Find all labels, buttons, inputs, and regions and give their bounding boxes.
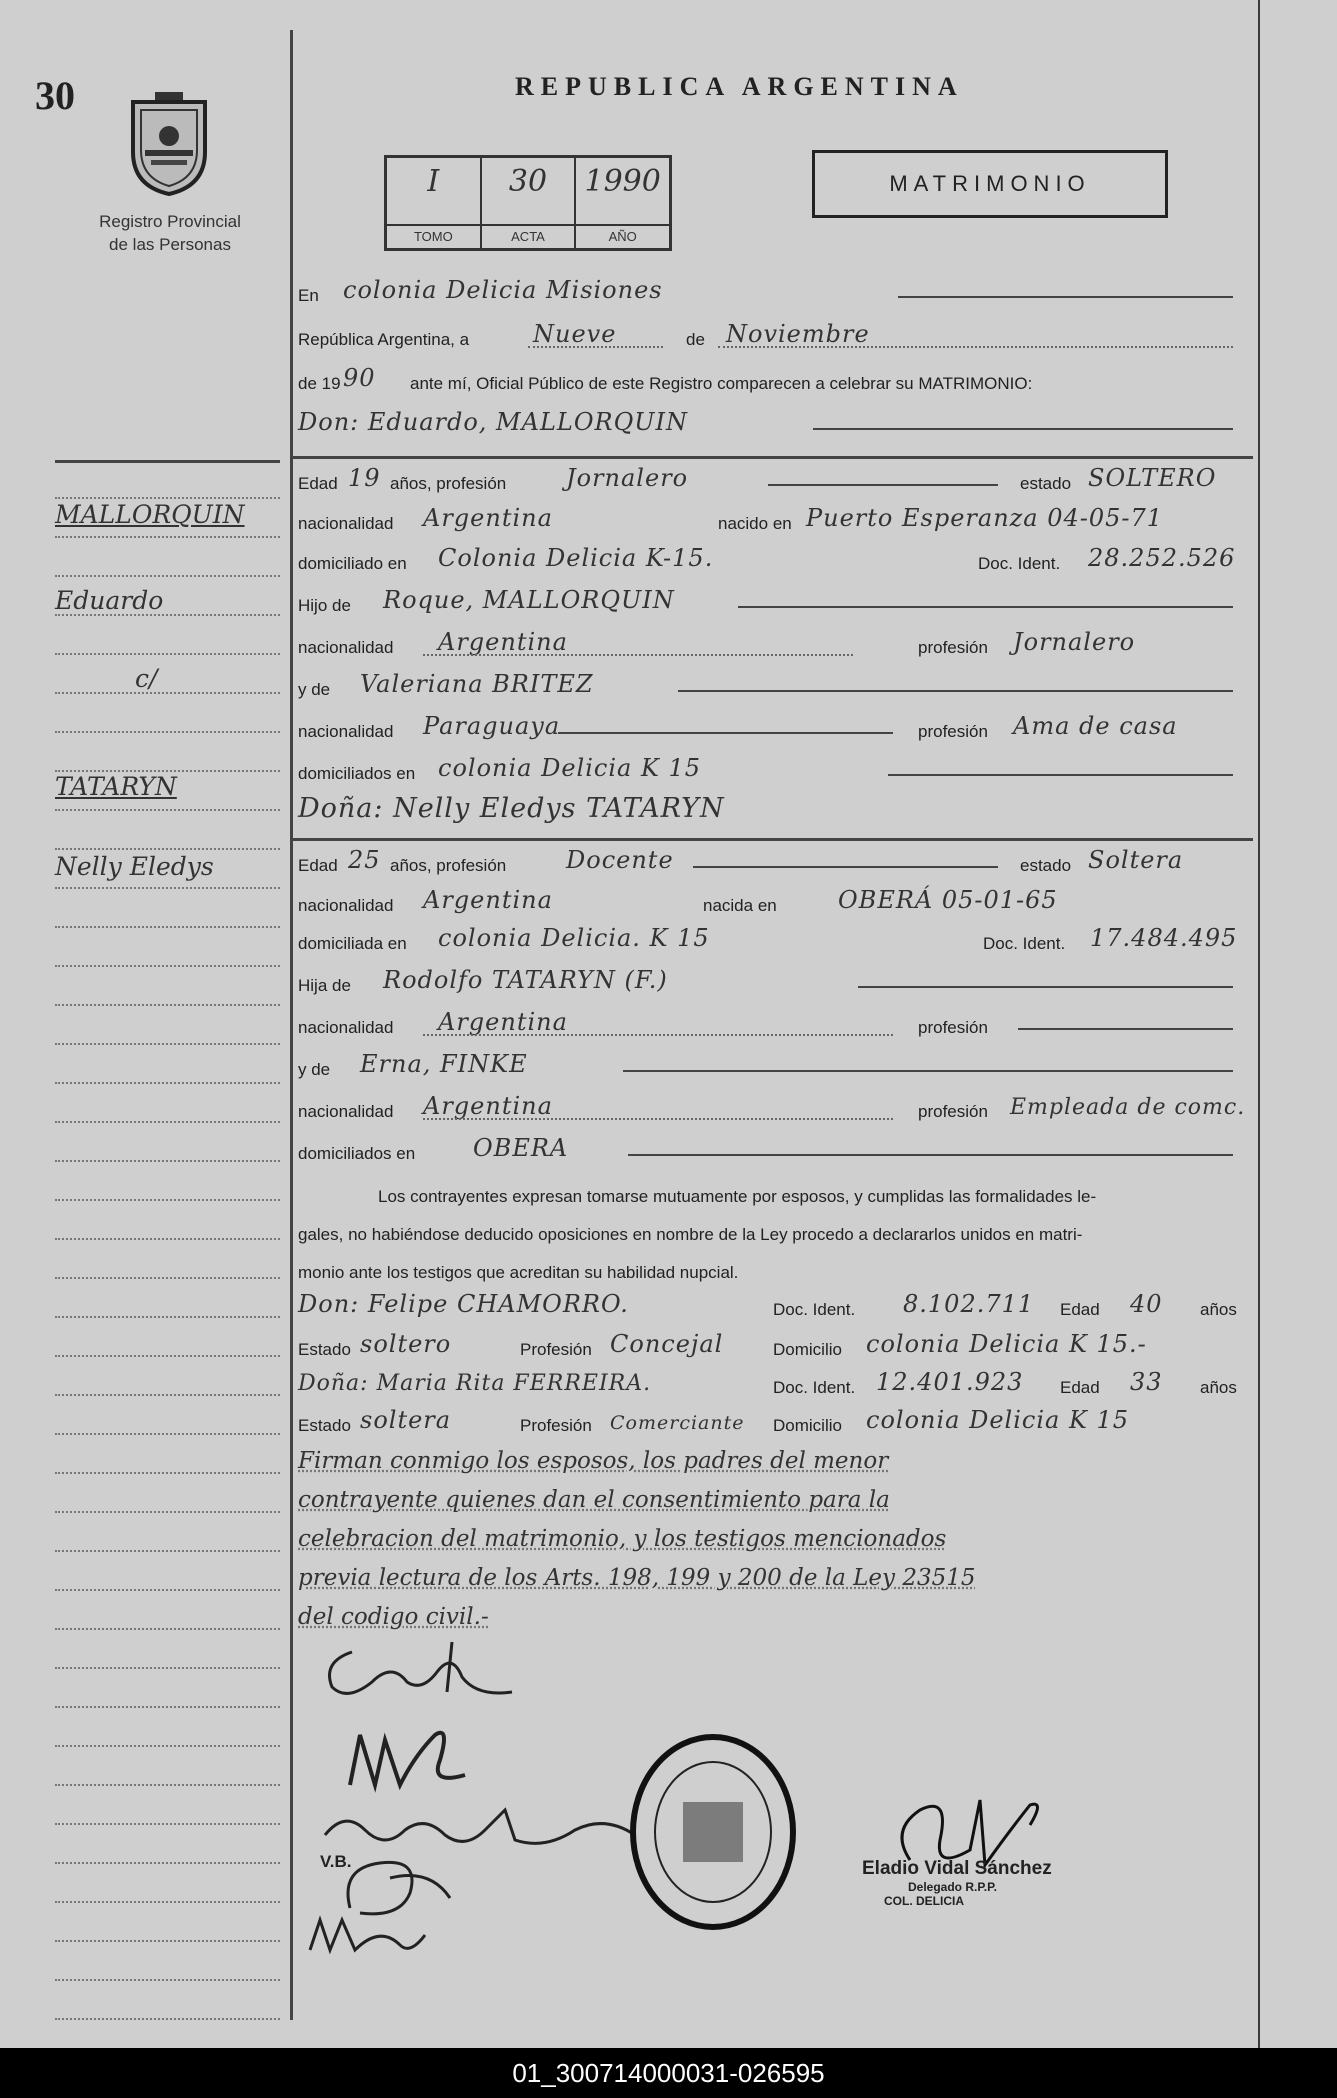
margin-divider (290, 30, 293, 2020)
witness1-details-row: Estado soltero Profesión Concejal Domicilio colonia Delicia K 15.- (298, 1330, 1147, 1359)
bride-address-row: domiciliada en colonia Delicia. K 15 Doc. Ident. 17.484.495 (298, 924, 1238, 953)
groom-parents-address-row: domiciliados en colonia Delicia K 15 (298, 750, 1253, 790)
record-type-box: MATRIMONIO (812, 150, 1168, 218)
tomo-cell: I TOMO (387, 158, 482, 248)
intro-year-row: de 19 90 ante mí, Oficial Público de este Registro comparecen a celebrar su MATRIMONIO: (298, 364, 1033, 393)
record-reference-box (384, 155, 672, 251)
official-role: Delegado R.P.P. (908, 1880, 997, 1894)
margin-connector: c/ (135, 664, 158, 693)
signature-groom-icon (312, 1632, 522, 1712)
bride-nationality-row: nacionalidad Argentina nacida en OBERÁ 05-01-65 (298, 886, 1058, 915)
groom-father-row: Hijo de Roque, MALLORQUIN (298, 582, 1253, 622)
right-border (1258, 0, 1260, 2048)
official-stamp-icon (628, 1732, 798, 1932)
bride-parents-address-row: domiciliados en OBERA (298, 1130, 1253, 1170)
declaration-text: Los contrayentes expresan tomarse mutuamente por esposos, y cumplidas las formalidades le- gales, no habiéndose deducido oposiciones en nombre de la Ley procedo a declararlos unidos en matri- monio ante los testigos que acreditan su habilidad nupcial. (298, 1187, 1097, 1282)
country-title: REPUBLICA ARGENTINA (515, 72, 964, 101)
witness2-details-row: Estado soltera Profesión Comerciante Domicilio colonia Delicia K 15 (298, 1406, 1130, 1435)
bride-father-row: Hija de Rodolfo TATARYN (F.) (298, 962, 1253, 1002)
margin-surname-bride: TATARYN (55, 772, 177, 801)
bride-age-row: Edad 25 años, profesión Docente estado Soltera (298, 846, 1184, 875)
witness1-name-row: Don: Felipe CHAMORRO. Doc. Ident. 8.102.711 Edad 40 años (298, 1290, 1237, 1319)
margin-name-groom: Eduardo (55, 586, 164, 615)
ano-cell: 1990 AÑO (576, 158, 669, 248)
groom-nationality-row: nacionalidad Argentina nacido en Puerto Esperanza 04-05-71 (298, 504, 1164, 533)
groom-mother-nationality-row: nacionalidad Paraguaya profesión Ama de casa (298, 712, 1178, 741)
margin-name-bride: Nelly Eledys (55, 852, 214, 881)
groom-age-row: Edad 19 años, profesión Jornalero estado SOLTERO (298, 464, 1217, 493)
footer-id: 01_300714000031-026595 (512, 2058, 825, 2088)
bride-father-nationality-row: nacionalidad Argentina profesión (298, 1004, 1253, 1044)
signature-bride-icon (340, 1715, 480, 1800)
bride-mother-row: y de Erna, FINKE (298, 1046, 1253, 1086)
provincial-seal-icon (125, 88, 213, 196)
groom-address-row: domiciliado en Colonia Delicia K-15. Doc. Ident. 28.252.526 (298, 544, 1236, 573)
intro-place-row: En colonia Delicia Misiones (298, 272, 1253, 312)
registry-name: Registro Provincial de las Personas (99, 212, 241, 254)
official-signature-block (862, 1858, 1092, 1908)
official-place: COL. DELICIA (884, 1894, 964, 1908)
margin-surname-groom: MALLORQUIN (55, 500, 245, 529)
intro-date-row: República Argentina, a Nueve de Noviembre (298, 316, 1253, 356)
page-number: 30 (35, 73, 75, 118)
signature-witness2-icon (300, 1905, 430, 1965)
groom-name-row: Don: Eduardo, MALLORQUIN (298, 404, 1253, 444)
acta-cell: 30 ACTA (482, 158, 577, 248)
bride-name-row: Doña: Nelly Eledys TATARYN (298, 793, 725, 824)
handwritten-notes: Firman conmigo los esposos, los padres del menor contrayente quienes dan el consentimiento para la celebracion del matrimonio, y los testigos mencionados previa lectura de los Arts. 198, 199 y 200 de la Ley 23515 del codigo civil.- (298, 1448, 976, 1630)
witness2-name-row: Doña: Maria Rita FERREIRA. Doc. Ident. 12.401.923 Edad 33 años (298, 1368, 1237, 1397)
groom-mother-row: y de Valeriana BRITEZ (298, 666, 1253, 706)
vb-label: V.B. (320, 1852, 352, 1871)
groom-father-nationality-row: nacionalidad Argentina profesión Jornalero (298, 628, 1136, 657)
official-name: Eladio Vidal Sánchez (862, 1858, 1052, 1879)
bride-mother-nationality-row: nacionalidad Argentina profesión Empleada de comc. (298, 1092, 1246, 1121)
